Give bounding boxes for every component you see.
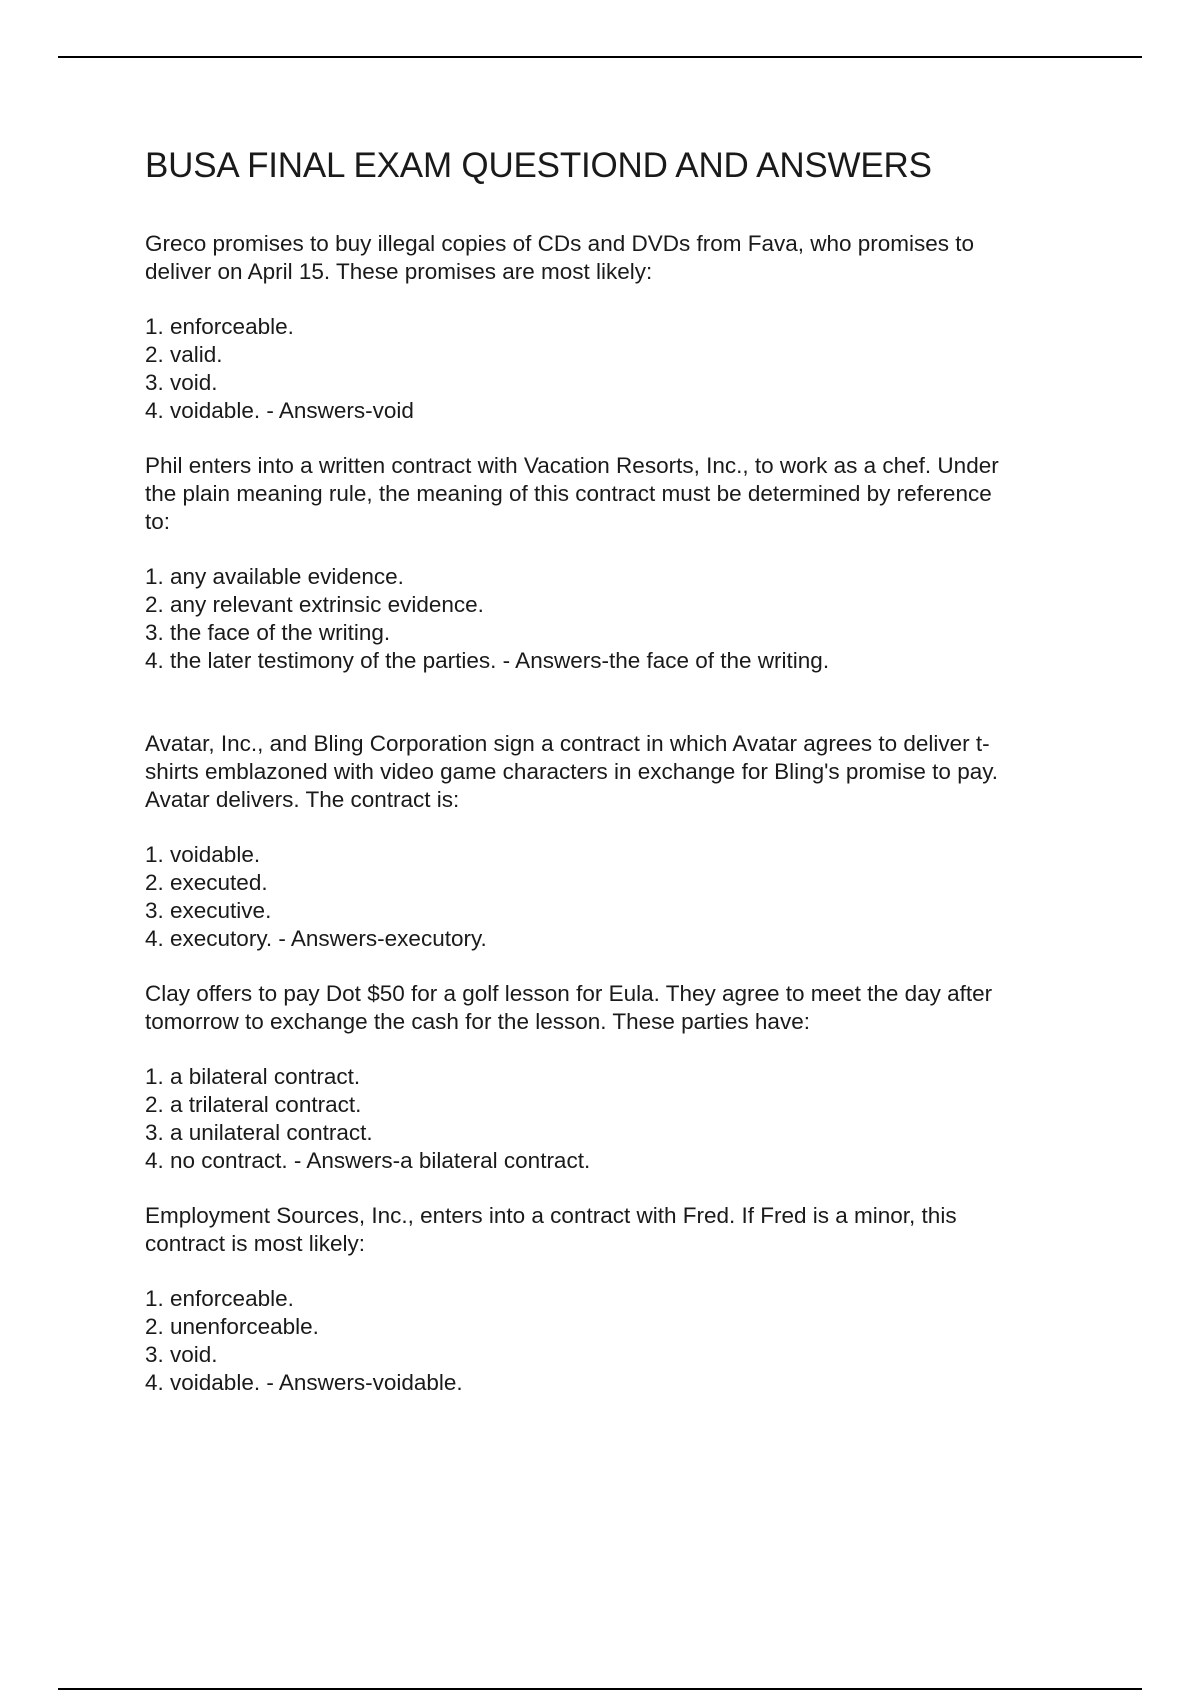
top-rule: [58, 56, 1142, 58]
spacer: [145, 675, 1080, 730]
question-5: [145, 1202, 1080, 1397]
answer-option: 3. a unilateral contract.: [145, 1120, 373, 1145]
answer-option: 4. the later testimony of the parties. - Answers-the face of the writing.: [145, 648, 830, 673]
question-text: Avatar, Inc., and Bling Corporation sign a contract in which Avatar agrees to deliver t- shirts emblazoned with video game characters in exchange for Bling's promise to pay. Avatar delivers. The contract is:: [145, 731, 999, 812]
spacer: [145, 1175, 1080, 1202]
spacer: [145, 425, 1080, 452]
answer-options: [145, 313, 1080, 425]
document-title: BUSA FINAL EXAM QUESTIOND AND ANSWERS: [145, 146, 932, 185]
answer-option: 1. voidable.: [145, 842, 261, 867]
answer-option: 3. the face of the writing.: [145, 620, 391, 645]
answer-option: 4. no contract. - Answers-a bilateral contract.: [145, 1148, 591, 1173]
answer-option: 2. any relevant extrinsic evidence.: [145, 592, 484, 617]
answer-option: 4. voidable. - Answers-voidable.: [145, 1370, 463, 1395]
question-2: [145, 452, 1080, 675]
question-1: [145, 230, 1080, 425]
answer-options: [145, 1063, 1080, 1175]
question-text: Clay offers to pay Dot $50 for a golf lesson for Eula. They agree to meet the day after tomorrow to exchange the cash for the lesson. These parties have:: [145, 981, 993, 1034]
question-4: [145, 980, 1080, 1175]
question-text: Greco promises to buy illegal copies of CDs and DVDs from Fava, who promises to deliver on April 15. These promises are most likely:: [145, 231, 975, 284]
answer-option: 4. executory. - Answers-executory.: [145, 926, 487, 951]
spacer: [145, 953, 1080, 980]
answer-option: 4. voidable. - Answers-void: [145, 398, 414, 423]
question-3: [145, 730, 1080, 953]
answer-option: 2. a trilateral contract.: [145, 1092, 362, 1117]
answer-option: 3. void.: [145, 370, 218, 395]
question-text: Phil enters into a written contract with Vacation Resorts, Inc., to work as a chef. Under the plain meaning rule, the meaning of this contract must be determined by reference to:: [145, 453, 999, 534]
bottom-rule: [58, 1688, 1142, 1690]
answer-option: 3. executive.: [145, 898, 272, 923]
answer-options: [145, 1285, 1080, 1397]
answer-option: 1. enforceable.: [145, 1286, 294, 1311]
answer-option: 1. a bilateral contract.: [145, 1064, 361, 1089]
question-text: Employment Sources, Inc., enters into a contract with Fred. If Fred is a minor, this contract is most likely:: [145, 1203, 957, 1256]
answer-option: 1. enforceable.: [145, 314, 294, 339]
answer-option: 3. void.: [145, 1342, 218, 1367]
answer-options: [145, 563, 1080, 675]
answer-options: [145, 841, 1080, 953]
answer-option: 1. any available evidence.: [145, 564, 404, 589]
answer-option: 2. unenforceable.: [145, 1314, 319, 1339]
document-page: [145, 142, 1080, 1397]
answer-option: 2. executed.: [145, 870, 268, 895]
answer-option: 2. valid.: [145, 342, 223, 367]
